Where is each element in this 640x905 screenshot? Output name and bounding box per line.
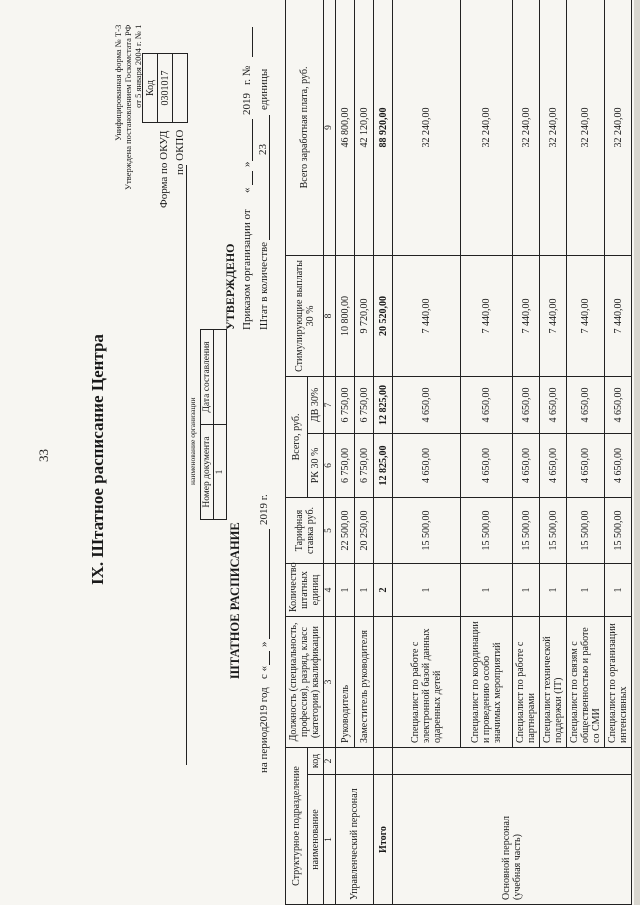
- period-month-line: [269, 529, 270, 639]
- codes-header: Код: [143, 54, 158, 123]
- group-management: Управленческий персонал: [336, 775, 374, 905]
- row-dv: 4 650,00: [513, 376, 540, 433]
- row-count: 1: [461, 563, 513, 616]
- header-code: код: [308, 747, 324, 774]
- row-salary: 32 240,00: [393, 0, 461, 255]
- row-rate: 15 500,00: [513, 497, 540, 563]
- total-rk: 12 825,00: [374, 433, 393, 497]
- row-salary: 32 240,00: [461, 0, 513, 255]
- row-position: Специалист по организации интенсивных: [605, 616, 632, 747]
- form-note-line: Унифицированная форма № Т-3: [113, 24, 123, 141]
- form-note-line: от 5 января 2004 г. № 1: [133, 24, 143, 108]
- col-number: 5: [324, 497, 336, 563]
- row-rate: 15 500,00: [461, 497, 513, 563]
- period-mid: »: [258, 641, 270, 647]
- row-stim: 7 440,00: [513, 255, 540, 376]
- col-number: 6: [324, 433, 336, 497]
- row-position: Заместитель руководителя: [355, 616, 374, 747]
- col-number: 3: [324, 616, 336, 747]
- row-rk: 4 650,00: [605, 433, 632, 497]
- row-dv: 4 650,00: [461, 376, 513, 433]
- codes-table: [142, 53, 188, 123]
- row-rk: 6 750,00: [355, 433, 374, 497]
- header-rate: Тарифная ставка руб.: [286, 497, 324, 563]
- okpo-value: [173, 54, 188, 123]
- order-number-label: г. №: [241, 65, 253, 85]
- form-note: [113, 25, 143, 190]
- total-row: [374, 0, 393, 905]
- table-row: [393, 0, 461, 905]
- period-from: с «: [258, 665, 270, 679]
- doc-number-value: 1: [214, 425, 227, 520]
- row-rate: 15 500,00: [540, 497, 567, 563]
- row-stim: 10 800,00: [336, 255, 355, 376]
- row-count: 1: [540, 563, 567, 616]
- row-stim: 7 440,00: [605, 255, 632, 376]
- row-rate: 15 500,00: [605, 497, 632, 563]
- doc-number-header: Номер документа: [201, 425, 214, 520]
- row-salary: 32 240,00: [540, 0, 567, 255]
- order-quote-open: «: [241, 187, 253, 193]
- header-position: Должность (специальность, профессия), разряд, класс (категория) квалификации: [286, 616, 324, 747]
- staff-count: 23: [257, 144, 269, 155]
- row-stim: 7 440,00: [393, 255, 461, 376]
- header-name: наименование: [308, 775, 324, 905]
- row-position: Специалист по работе с электронной базой данных одаренных детей: [393, 616, 461, 747]
- order-year: 2019: [241, 93, 253, 115]
- period-year2: 2019 г.: [258, 494, 270, 525]
- row-position: Руководитель: [336, 616, 355, 747]
- staff-units: единицы: [258, 68, 270, 110]
- row-count: 1: [336, 563, 355, 616]
- header-salary: Всего заработная плата, руб.: [286, 0, 324, 255]
- row-dv: 4 650,00: [605, 376, 632, 433]
- col-number: 7: [324, 376, 336, 433]
- row-salary: 32 240,00: [605, 0, 632, 255]
- row-rk: 4 650,00: [513, 433, 540, 497]
- row-position: Специалист по связям с общественностью и работе со СМИ: [567, 616, 605, 747]
- section-title: IX. Штатное расписание Центра: [88, 334, 107, 585]
- row-count: 1: [567, 563, 605, 616]
- order-quote-close: »: [241, 161, 253, 167]
- row-salary: 32 240,00: [567, 0, 605, 255]
- doc-number-table: [200, 329, 227, 520]
- group-code: [393, 747, 632, 774]
- row-dv: 4 650,00: [393, 376, 461, 433]
- staffing-table: [285, 0, 632, 905]
- schedule-title: ШТАТНОЕ РАСПИСАНИЕ: [228, 522, 242, 679]
- row-stim: 7 440,00: [461, 255, 513, 376]
- okpo-label: по ОКПО: [174, 129, 186, 175]
- row-position: Специалист по координации и проведению особо значимых мероприятий: [461, 616, 513, 747]
- total-dv: 12 825,00: [374, 376, 393, 433]
- period-label: на период: [258, 726, 270, 773]
- table-row: [336, 0, 355, 905]
- col-number: 4: [324, 563, 336, 616]
- header-struct: Структурное подразделение: [286, 747, 308, 904]
- row-rk: 4 650,00: [461, 433, 513, 497]
- total-count: 2: [374, 563, 393, 616]
- total-stim: 20 520,00: [374, 255, 393, 376]
- row-salary: 46 800,00: [336, 0, 355, 255]
- row-rate: 22 500,00: [336, 497, 355, 563]
- row-dv: 4 650,00: [540, 376, 567, 433]
- total-rate: [374, 497, 393, 563]
- okud-label: Форма по ОКУД: [158, 130, 170, 208]
- row-dv: 6 750,00: [355, 376, 374, 433]
- doc-date-value: [214, 330, 227, 425]
- header-stim: Стимулирующие выплаты 30 %: [286, 255, 324, 376]
- row-rk: 4 650,00: [540, 433, 567, 497]
- order-label: Приказом организации от: [241, 209, 253, 330]
- okud-value: 0301017: [158, 54, 173, 123]
- group-main: Основной персонал (учебная часть): [393, 775, 632, 905]
- row-count: 1: [355, 563, 374, 616]
- header-count: Количество штатных единиц: [286, 563, 324, 616]
- page-number: 33: [36, 449, 51, 462]
- header-rk: РК 30 %: [308, 433, 324, 497]
- row-rate: 20 250,00: [355, 497, 374, 563]
- staff-count-line: [269, 115, 270, 240]
- row-position: Специалист технической поддержки (IT): [540, 616, 567, 747]
- col-number: 2: [324, 747, 336, 774]
- staff-label: Штат в количестве: [258, 241, 270, 330]
- period-year: 2019 год: [258, 687, 270, 727]
- order-month-line: [252, 119, 253, 161]
- row-dv: 4 650,00: [567, 376, 605, 433]
- approved-title: УТВЕРЖДЕНО: [223, 243, 237, 330]
- row-position: Специалист по работе с партнерами: [513, 616, 540, 747]
- row-count: 1: [513, 563, 540, 616]
- period-day-line: [269, 651, 270, 665]
- row-salary: 32 240,00: [513, 0, 540, 255]
- row-salary: 42 120,00: [355, 0, 374, 255]
- header-dv: ДВ 30%: [308, 376, 324, 433]
- row-rk: 6 750,00: [336, 433, 355, 497]
- row-stim: 9 720,00: [355, 255, 374, 376]
- header-total: Всего, руб.: [286, 376, 308, 497]
- row-rate: 15 500,00: [567, 497, 605, 563]
- org-name-line: [186, 165, 187, 765]
- form-note-line: Утверждена постановлением Госкомстата РФ: [123, 24, 133, 190]
- col-number: 1: [324, 775, 336, 905]
- row-dv: 6 750,00: [336, 376, 355, 433]
- order-day-line: [252, 171, 253, 185]
- org-caption: наименование организации: [188, 397, 197, 485]
- row-rk: 4 650,00: [567, 433, 605, 497]
- row-stim: 7 440,00: [567, 255, 605, 376]
- total-position: [374, 616, 393, 747]
- doc-date-header: Дата составления: [201, 330, 214, 425]
- row-count: 1: [393, 563, 461, 616]
- group-code: [336, 747, 374, 774]
- group-total: Итого: [374, 775, 393, 905]
- row-count: 1: [605, 563, 632, 616]
- row-rate: 15 500,00: [393, 497, 461, 563]
- total-salary: 88 920,00: [374, 0, 393, 255]
- total-code: [374, 747, 393, 774]
- order-number-line: [252, 27, 253, 57]
- col-number: 9: [324, 0, 336, 255]
- row-rk: 4 650,00: [393, 433, 461, 497]
- row-stim: 7 440,00: [540, 255, 567, 376]
- col-number: 8: [324, 255, 336, 376]
